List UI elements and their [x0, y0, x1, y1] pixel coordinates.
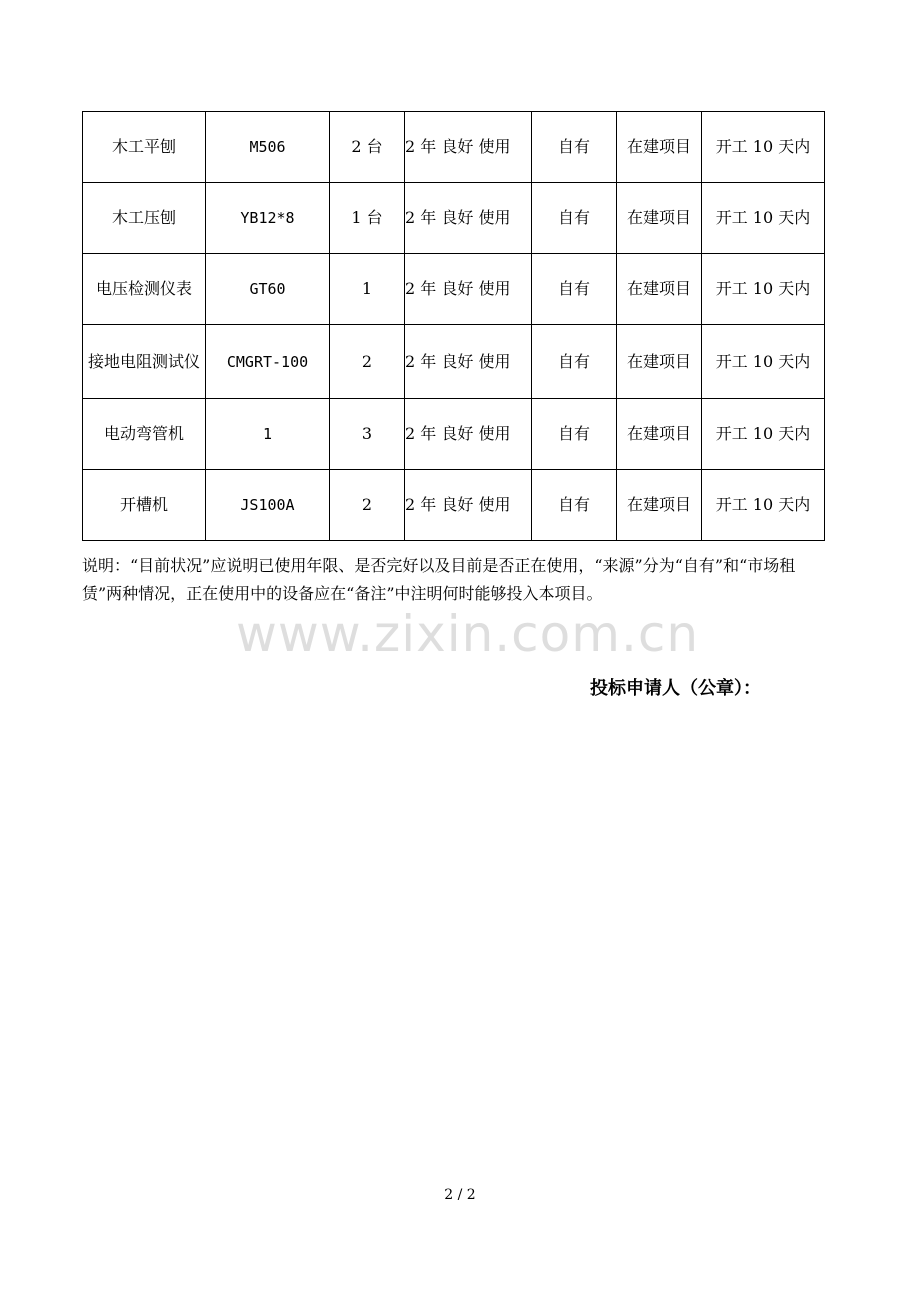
model-cell: GT60	[206, 254, 330, 325]
model-cell: JS100A	[206, 470, 330, 541]
table-row	[83, 254, 825, 325]
equipment-name-cell: 木工平刨	[83, 112, 206, 183]
remark-cell: 开工 10 天内	[702, 470, 825, 541]
source-cell: 自有	[532, 470, 617, 541]
table-row	[83, 470, 825, 541]
equipment-name-cell: 接地电阻测试仪	[83, 325, 206, 399]
quantity-cell: 1	[330, 254, 405, 325]
quantity-cell: 3	[330, 399, 405, 470]
location-cell: 在建项目	[617, 325, 702, 399]
remark-cell: 开工 10 天内	[702, 399, 825, 470]
source-cell: 自有	[532, 325, 617, 399]
source-cell: 自有	[532, 254, 617, 325]
status-cell: 2 年 良好 使用	[405, 325, 532, 399]
location-cell: 在建项目	[617, 470, 702, 541]
model-cell: 1	[206, 399, 330, 470]
status-cell: 2 年 良好 使用	[405, 183, 532, 254]
table-row	[83, 325, 825, 399]
source-cell: 自有	[532, 112, 617, 183]
status-cell: 2 年 良好 使用	[405, 112, 532, 183]
location-cell: 在建项目	[617, 399, 702, 470]
watermark: www.zixin.com.cn	[236, 605, 700, 663]
model-cell: CMGRT-100	[206, 325, 330, 399]
quantity-cell: 2	[330, 470, 405, 541]
table-row	[83, 112, 825, 183]
quantity-cell: 2 台	[330, 112, 405, 183]
location-cell: 在建项目	[617, 112, 702, 183]
location-cell: 在建项目	[617, 254, 702, 325]
note-paragraph: 说明：“目前状况”应说明已使用年限、是否完好以及目前是否正在使用，“来源”分为“自有”和“市场租赁”两种情况，正在使用中的设备应在“备注”中注明何时能够投入本项目。	[82, 556, 796, 603]
table-row	[83, 399, 825, 470]
remark-cell: 开工 10 天内	[702, 254, 825, 325]
location-cell: 在建项目	[617, 183, 702, 254]
source-cell: 自有	[532, 183, 617, 254]
quantity-cell: 1 台	[330, 183, 405, 254]
applicant-seal-label: 投标申请人（公章）：	[590, 678, 761, 699]
remark-cell: 开工 10 天内	[702, 325, 825, 399]
model-cell: M506	[206, 112, 330, 183]
status-cell: 2 年 良好 使用	[405, 399, 532, 470]
equipment-name-cell: 电压检测仪表	[83, 254, 206, 325]
remark-cell: 开工 10 天内	[702, 183, 825, 254]
equipment-name-cell: 开槽机	[83, 470, 206, 541]
remark-cell: 开工 10 天内	[702, 112, 825, 183]
page-number: 2 / 2	[444, 1187, 476, 1203]
equipment-name-cell: 电动弯管机	[83, 399, 206, 470]
model-cell: YB12*8	[206, 183, 330, 254]
status-cell: 2 年 良好 使用	[405, 254, 532, 325]
source-cell: 自有	[532, 399, 617, 470]
status-cell: 2 年 良好 使用	[405, 470, 532, 541]
quantity-cell: 2	[330, 325, 405, 399]
equipment-name-cell: 木工压刨	[83, 183, 206, 254]
table-row	[83, 183, 825, 254]
equipment-table	[82, 111, 825, 541]
